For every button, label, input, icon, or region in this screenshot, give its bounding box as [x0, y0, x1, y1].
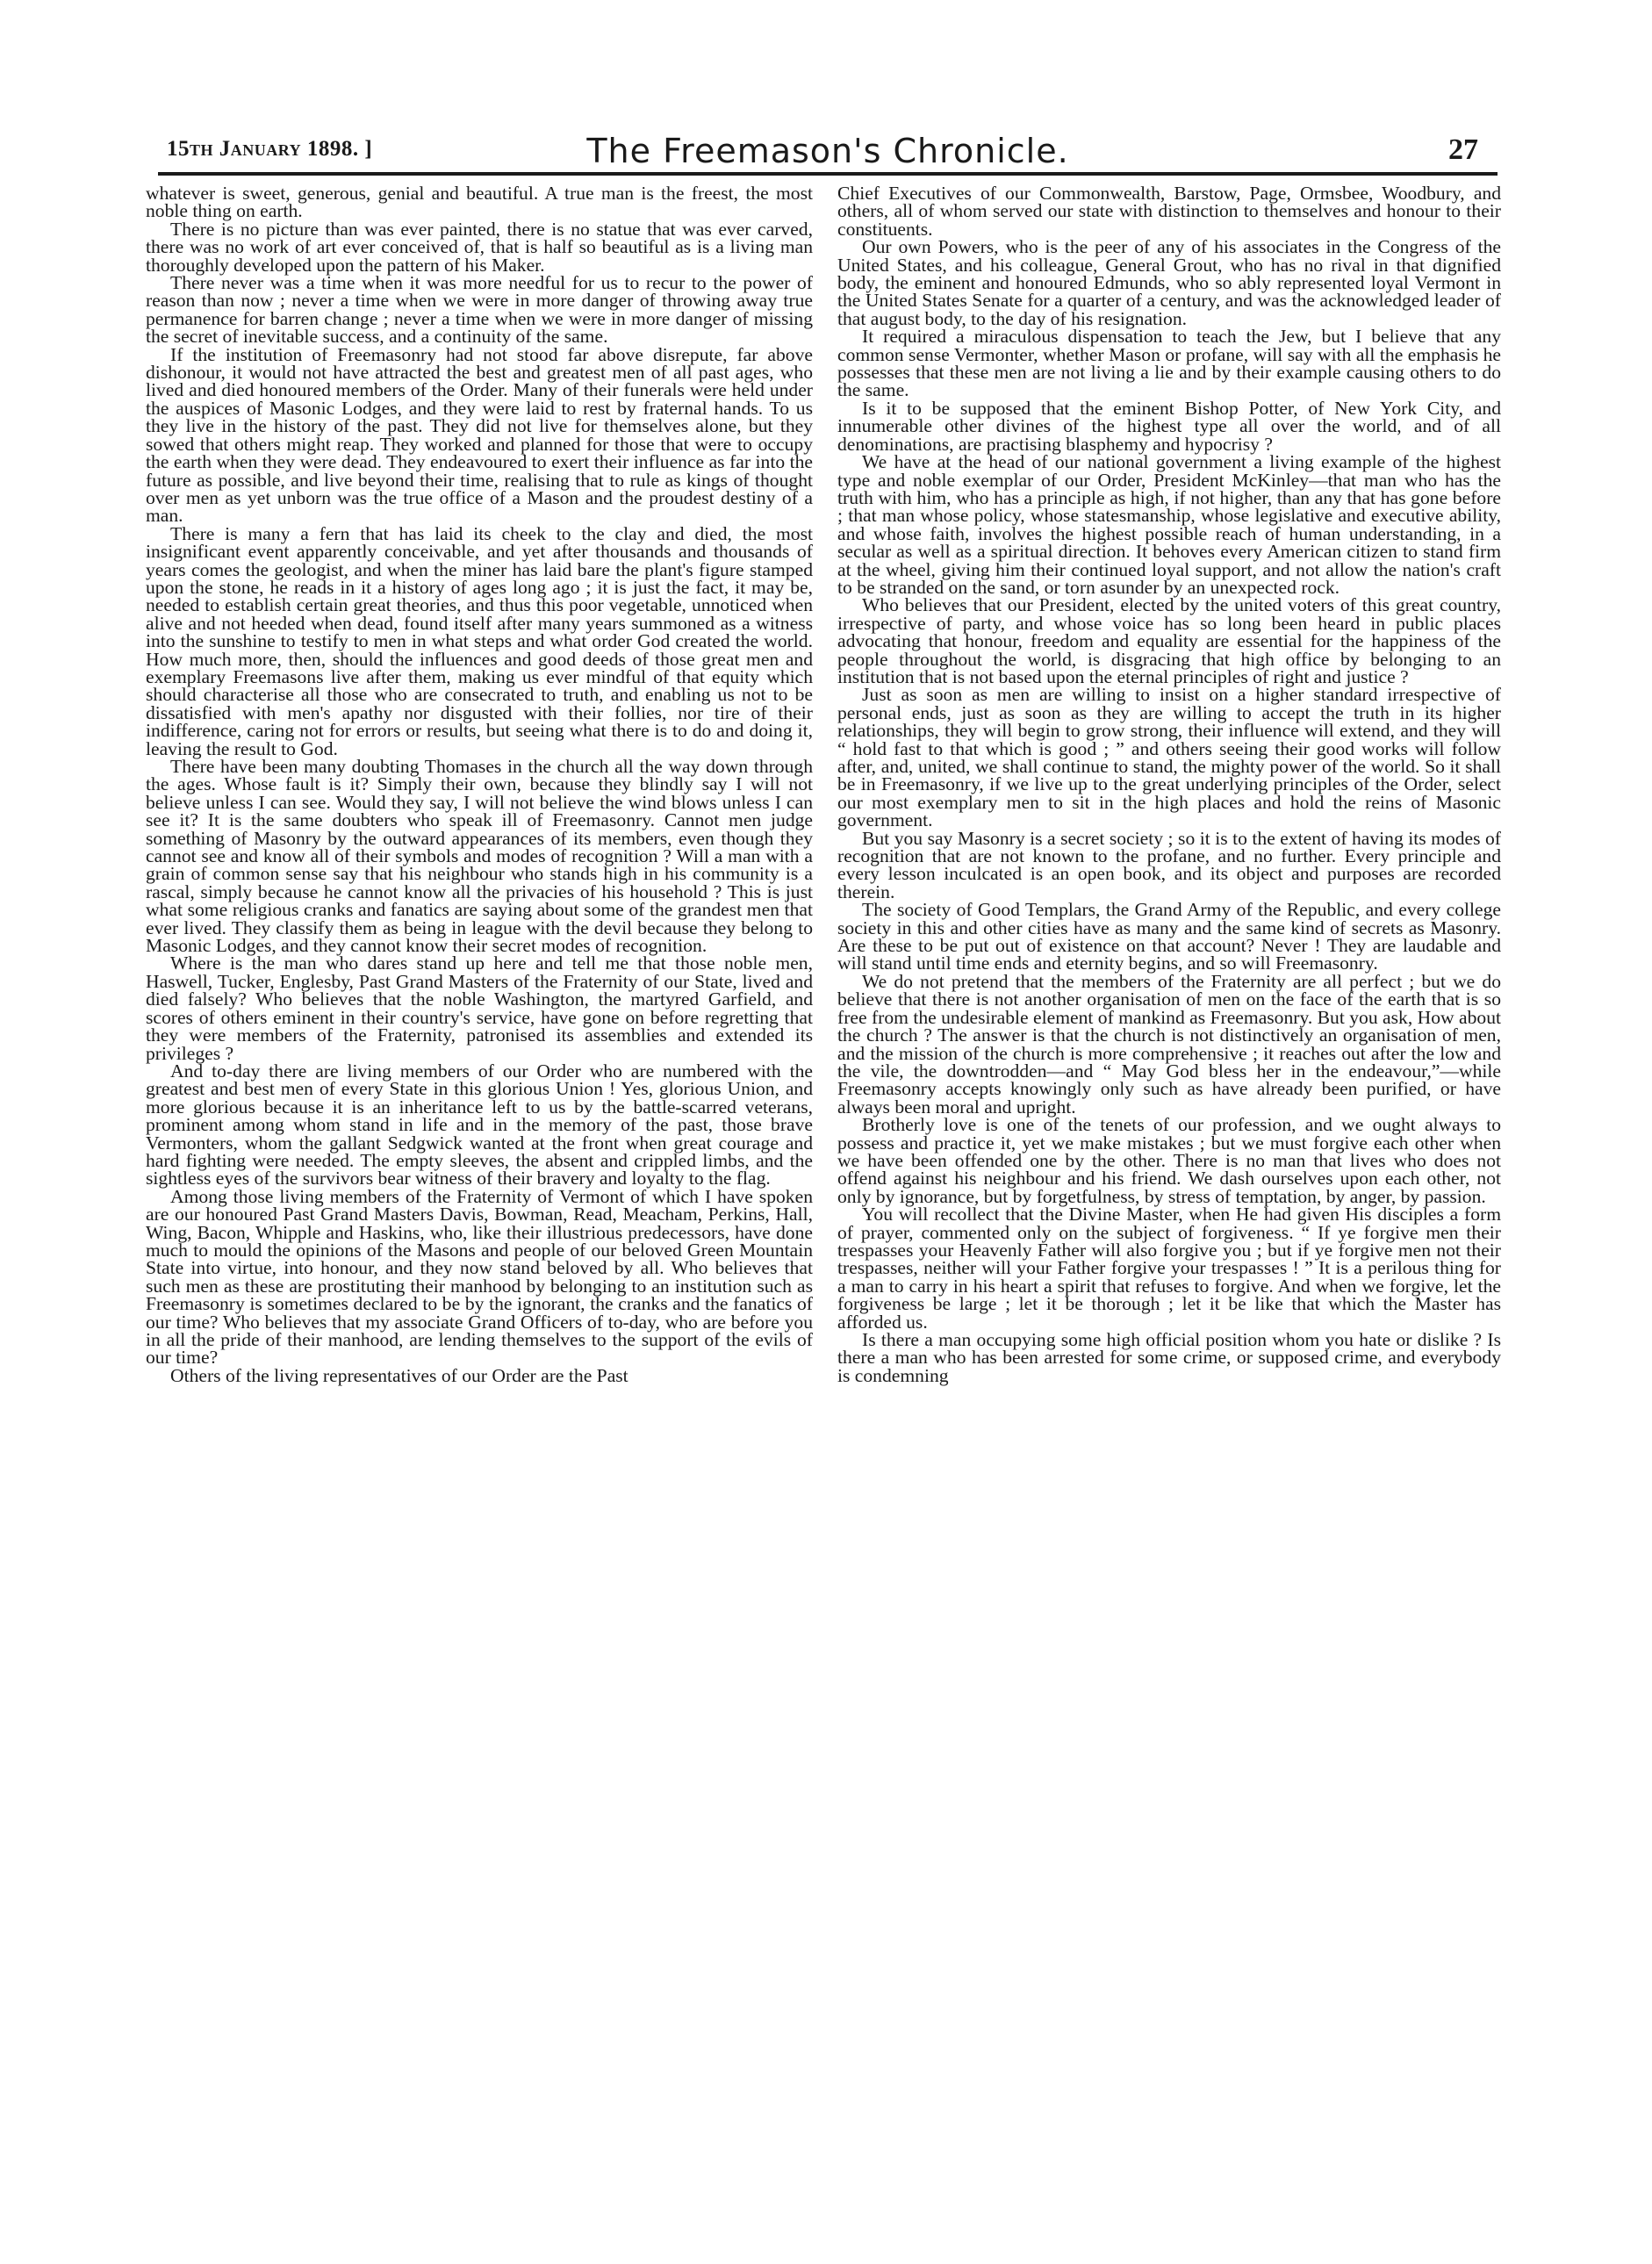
journal-title: The Freemason's Chronicle.: [586, 132, 1069, 170]
paragraph: whatever is sweet, generous, genial and beautiful. A true man is the freest, the most noble thing on earth.: [146, 184, 813, 222]
page-number: 27: [1448, 133, 1478, 166]
paragraph: We have at the head of our national government a living example of the highest type and noble exemplar of our Order, President McKinley—that man who has the truth with him, who has a principle as high, if not higher, than any that has gone before ; that man whose policy, whose statesmanship, whose legislative and executive ability, and whose faith, involves the highest possible reach of human understanding, in a secular as well as a spiritual direction. It behoves every American citizen to stand firm at the wheel, giving him their continued loyal support, and not allow the nation's craft to be stranded on the sand, or torn asunder by an unexpected rock.: [837, 451, 1501, 598]
paragraph: Chief Executives of our Commonwealth, Barstow, Page, Ormsbee, Woodbury, and others, all of whom served our state with distinction to themselves and honour to their constituents.: [837, 184, 1501, 240]
paragraph: Where is the man who dares stand up here and tell me that those noble men, Haswell, Tucker, Englesby, Past Grand Masters of the Fraternity of our State, lived and died falsely? Who believes that the noble Washington, the martyred Garfield, and scores of others eminent in their country's service, have gone on before regretting that they were members of the Fraternity, patronised its assemblies and extended its privileges ?: [146, 952, 813, 1064]
paragraph: We do not pretend that the members of the Fraternity are all perfect ; but we do believe that there is not another organisation of men on the face of the earth that is so free from the undesirable element of mankind as Freemasonry. But you ask, How about the church ? The answer is that the church is not distinctively an organisation of men, and the mission of the church is more comprehensive ; it reaches out after the low and the vile, the downtrodden—and “ May God bless her in the endeavour,”—while Freemasonry accepts knowingly only such as have already been purified, or have always been moral and upright.: [837, 970, 1501, 1118]
paragraph: You will recollect that the Divine Master, when He had given His disciples a form of prayer, commented only on the subject of forgiveness. “ If ye forgive men their trespasses your Heavenly Father will also forgive you ; but if ye forgive men not their trespasses, neither will your Father forgive your trespasses ! ” It is a perilous thing for a man to carry in his heart a spirit that refuses to forgive. And when we forgive, let the forgiveness be large ; let it be thorough ; let it be like that which the Master has afforded us.: [837, 1204, 1501, 1333]
header-rule: [158, 172, 1498, 176]
paragraph: It required a miraculous dispensation to teach the Jew, but I believe that any common sense Vermonter, whether Mason or profane, will say with all the emphasis he possesses that these men are not living a lie and by their example causing others to do the same.: [837, 326, 1501, 401]
running-head: [167, 132, 1489, 172]
issue-date: 15th January 1898. ]: [167, 137, 373, 161]
paragraph: Who believes that our President, elected by the united voters of this great country, irrespective of party, and whose voice has so long been heard in public places advocating that honour, freedom and equality are essential for the happiness of the people throughout the world, is disgracing that high office by belonging to an institution that is not based upon the eternal principles of right and justice ?: [837, 594, 1501, 687]
right-column: [837, 184, 1501, 2239]
paragraph: But you say Masonry is a secret society ; so it is to the extent of having its modes of recognition that are not known to the profane, and no further. Every principle and every lesson inculcated is an open book, and its object and purposes are recorded therein.: [837, 827, 1501, 902]
paragraph: Among those living members of the Fraternity of Vermont of which I have spoken are our honoured Past Grand Masters Davis, Bowman, Read, Meacham, Perkins, Hall, Wing, Bacon, Whipple and Haskins, who, like their illustrious predecessors, have done much to mould the opinions of the Masons and people of our beloved Green Mountain State into virtue, into honour, and they now stand beloved by all. Who believes that such men as these are prostituting their manhood by belonging to an institution such as Freemasonry is sometimes declared to be by the ignorant, the cranks and the fanatics of our time? Who believes that my associate Grand Officers of to-day, who are before you in all the pride of their manhood, are lending themselves to the support of the evils of our time?: [146, 1185, 813, 1369]
paragraph: There never was a time when it was more needful for us to recur to the power of reason than now ; never a time when we were in more danger of throwing away true permanence for barren change ; never a time when we were in more danger of missing the secret of inevitable success, and a continuity of the same.: [146, 272, 813, 348]
paragraph: Is there a man occupying some high official position whom you hate or dislike ? Is there a man who has been arrested for some crime, or supposed crime, and everybody is condemning: [837, 1329, 1501, 1386]
paragraph: If the institution of Freemasonry had not stood far above disrepute, far above dishonour, it would not have attracted the best and greatest men of all past ages, who lived and died honoured members of the Order. Many of their funerals were held under the auspices of Masonic Lodges, and they were laid to rest by fraternal hands. To us they live in the history of the past. They did not live for themselves alone, but they sowed that others might reap. They worked and planned for those that were to occupy the earth when they were dead. They endeavoured to exert their influence as far into the future as possible, and live beyond their time, realising that to rule as kings of thought over men as yet unborn was the true office of a Mason and the proudest destiny of a man.: [146, 343, 813, 527]
paragraph: There have been many doubting Thomases in the church all the way down through the ages. Whose fault is it? Simply their own, because they blindly say I will not believe unless I can see. Would they say, I will not believe the wind blows unless I can see it? It is the same doubters who speak ill of Freemasonry. Cannot men judge something of Masonry by the outward appearances of its members, even though they cannot see and know all of their symbols and modes of recognition ? Will a man with a grain of common sense say that his neighbour who stands high in his community is a rascal, simply because he cannot know all the privacies of his household ? This is just what some religious cranks and fanatics are saying about some of the grandest men that ever lived. They classify them as being in league with the devil because they belong to Masonic Lodges, and they cannot know their secret modes of recognition.: [146, 756, 813, 957]
paragraph: Is it to be supposed that the eminent Bishop Potter, of New York City, and innumerable other divines of the highest type all over the world, and of all denominations, are practising blasphemy and hypocrisy ?: [837, 397, 1501, 455]
paragraph: The society of Good Templars, the Grand Army of the Republic, and every college society in this and other cities have as many and the same kind of secrets as Masonry. Are these to be put out of existence on that account? Never ! They are laudable and will stand until time ends and eternity begins, and so will Freemasonry.: [837, 899, 1501, 974]
left-column: [146, 184, 813, 2239]
paragraph: Others of the living representatives of our Order are the Past: [170, 1364, 628, 1386]
paragraph: Just as soon as men are willing to insist on a higher standard irrespective of personal ends, just as soon as they are willing to accept the truth in its higher relationships, they will begin to grow strong, their influence will extend, and they will “ hold fast to that which is good ; ” and others seeing their good works will follow after, and, united, we shall continue to stand, the mighty power of the world. So it shall be in Freemasonry, if we live up to the great underlying principles of the Order, select our most exemplary men to sit in the high places and hold the reins of Masonic government.: [837, 684, 1501, 831]
paragraph: There is no picture than was ever painted, there is no statue that was ever carved, there was no work of art ever conceived of, that is half so beautiful as is a living man thoroughly developed upon the pattern of his Maker.: [146, 218, 813, 276]
paragraph: Our own Powers, who is the peer of any of his associates in the Congress of the United States, and his colleague, General Grout, who has no rival in that dignified body, the eminent and honoured Edmunds, who so ably represented loyal Vermont in the United States Senate for a quarter of a century, and was the acknowledged leader of that august body, to the day of his resignation.: [837, 236, 1501, 329]
paragraph: And to-day there are living members of our Order who are numbered with the greatest and best men of every State in this glorious Union ! Yes, glorious Union, and more glorious because it is an inheritance left to us by the battle-scarred veterans, prominent among whom stand in life and in the memory of the past, those brave Vermonters, whom the gallant Sedgwick wanted at the front when great courage and hard fighting were needed. The empty sleeves, the absent and crippled limbs, and the sightless eyes of the survivors bear witness of their bravery and loyalty to the flag.: [146, 1060, 813, 1189]
paragraph: There is many a fern that has laid its cheek to the clay and died, the most insignificant event apparently conceivable, and yet after thousands and thousands of years comes the geologist, and when the miner has laid bare the plant's figure stamped upon the stone, he reads in it a history of ages long ago ; it is just the fact, it may be, needed to establish certain great theories, and thus this poor vegetable, unnoticed when alive and not heeded when dead, found itself after many years summoned as a witness into the sunshine to testify to men in what steps and what order God created the world. How much more, then, should the influences and good deeds of those great men and exemplary Freemasons live after them, making us ever mindful of that equity which should characterise all those who are consecrated to truth, and enabling us not to be dissatisfied with men's apathy nor disgusted with their follies, nor tire of their indifference, caring not for errors or results, but seeing what there is to do and doing it, leaving the result to God.: [146, 522, 813, 759]
paragraph: Brotherly love is one of the tenets of our profession, and we ought always to possess and practice it, yet we make mistakes ; but we must forgive each other when we have been offended one by the other. There is no man that lives who does not offend against his neighbour and his friend. We dash ourselves upon each other, not only by ignorance, but by forgetfulness, by stress of temptation, by anger, by passion.: [837, 1114, 1501, 1207]
